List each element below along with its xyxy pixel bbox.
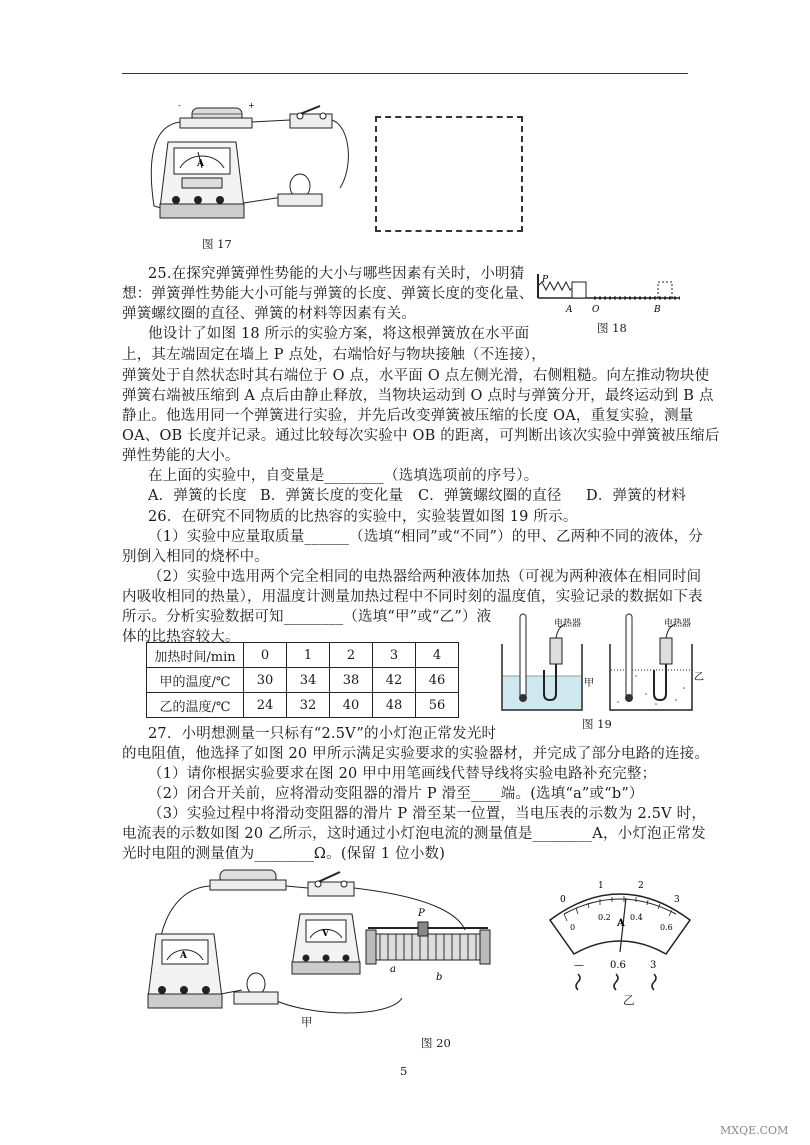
table-row [147,643,459,668]
q25-line: 上，其左端固定在墙上 P 点处，右端恰好与物块接触（不连接）， [122,347,546,363]
q26-line: 别倒入相同的烧杯中。 [122,549,269,565]
table-cell: 34 [287,668,330,693]
q25-line: 弹簧螺纹圈的直径、弹簧的材料等因素有关。 [122,306,416,322]
figure-20-caption: 图 20 [421,1036,451,1050]
dial-unit: A [617,918,625,929]
svg-text:+: + [248,101,255,110]
q26-line: 26．在研究不同物质的比热容的实验中，实验装置如图 19 所示。 [148,509,578,525]
q25-line: 弹簧处于自然状态时其右端位于 O 点，水平面 O 点左侧光滑，右侧粗糙。向左推动物块使 [122,368,710,384]
table-cell: 46 [416,668,459,693]
q26-line: 体的比热容较大。 [122,629,240,645]
table-cell: 加热时间/min [147,643,244,668]
q25-option-d[interactable]: D．弹簧的材料 [586,488,687,504]
figure-20-label-jia: 甲 [301,1015,313,1029]
dial-top-2: 2 [638,881,644,891]
dial-bottom-2: 0.4 [630,913,643,922]
table-cell: 24 [244,693,287,718]
table-row [147,668,459,693]
table-cell: 1 [287,643,330,668]
figure-19-caption: 图 19 [582,717,612,731]
table-cell: 42 [373,668,416,693]
watermark: MXQE.COM [720,1124,789,1137]
terminal-06: 0.6 [610,960,626,971]
fig19-heater-label-2: 电热器 [664,619,692,629]
table-cell: 2 [330,643,373,668]
fig20-label-b: b [436,972,443,983]
figure-18-spring-diagram [534,272,684,316]
q27-line: 的电阻值，他选择了如图 20 甲所示满足实验要求的实验器材，并完成了部分电路的连接。 [122,746,710,762]
figure-18-caption: 图 18 [597,321,627,335]
q25-option-c[interactable]: C．弹簧螺纹圈的直径 [418,488,562,504]
fig18-label-b: B [654,305,661,315]
q25-line: 弹簧右端被压缩到 A 点后由静止释放，当物块运动到 O 点时与弹簧分开，最终运动到 B 点 [122,388,714,404]
fig19-heater-label-1: 电热器 [554,619,582,629]
dial-bottom-3: 0.6 [660,923,673,932]
q25-option-a[interactable]: A．弹簧的长度 [148,488,247,504]
fig19-label-yi: 乙 [694,672,704,683]
table-cell: 48 [373,693,416,718]
table-row [147,693,459,718]
terminal-neg: — [574,960,584,971]
q25-line: 在上面的实验中，自变量是________（选填选项前的序号）。 [148,468,539,484]
terminal-3: 3 [650,960,657,971]
table-cell: 32 [287,693,330,718]
svg-text:A: A [180,951,187,961]
q26-data-table [146,642,459,718]
q25-line: 静止。他选用同一个弹簧进行实验，并先后改变弹簧被压缩的长度 OA，重复实验，测量 [122,408,694,424]
q25-line: 弹性势能的大小。 [122,448,240,464]
fig18-label-o: O [592,305,600,315]
table-cell: 38 [330,668,373,693]
dial-bottom-1: 0.2 [598,913,611,922]
table-cell: 40 [330,693,373,718]
q25-line: 25.在探究弹簧弹性势能的大小与哪些因素有关时，小明猜 [148,266,525,282]
table-cell: 56 [416,693,459,718]
table-cell: 甲的温度/℃ [147,668,244,693]
figure-17-circuit [140,96,370,236]
header-rule [122,73,688,74]
q27-line: 27．小明想测量一只标有“2.5V”的小灯泡正常发光时 [148,726,497,742]
dial-bottom-0: 0 [570,923,576,932]
svg-text:V: V [322,929,329,939]
q27-line: （2）闭合开关前，应将滑动变阻器的滑片 P 滑至____端。(选填“a”或“b”） [148,786,644,802]
fig18-label-p: P [542,275,549,285]
svg-text:A: A [197,159,204,169]
table-cell: 4 [416,643,459,668]
q26-line: （2）实验中选用两个完全相同的电热器给两种液体加热（可视为两种液体在相同时间 [148,569,702,585]
figure-19-beakers [496,604,712,716]
dial-top-3: 3 [674,895,680,905]
dial-top-1: 1 [598,881,604,891]
figure-20-ammeter-dial [540,868,700,1008]
dial-top-0: 0 [560,895,566,905]
fig20-label-p: P [418,908,425,919]
figure-17-caption: 图 17 [202,237,232,251]
page-number: 5 [400,1064,408,1078]
q27-line: 光时电阻的测量值为________Ω。(保留 1 位小数) [122,846,446,862]
svg-text:-: - [178,101,181,110]
q27-line: （3）实验过程中将滑动变阻器的滑片 P 滑至某一位置，当电压表的示数为 2.5V 时， [148,806,707,822]
q25-option-b[interactable]: B．弹簧长度的变化量 [260,488,404,504]
fig20-label-a: a [390,964,396,975]
q25-line: 他设计了如图 18 所示的实验方案，将这根弹簧放在水平面 [148,326,530,342]
figure-20-circuit [140,858,510,1024]
fig18-label-a: A [566,305,573,315]
table-cell: 30 [244,668,287,693]
q26-line: （1）实验中应量取质量______（选填“相同”或“不同”）的甲、乙两种不同的液体，分 [148,529,703,545]
fig19-label-jia: 甲 [584,678,594,689]
table-cell: 3 [373,643,416,668]
q25-line: OA、OB 长度并记录。通过比较每次实验中 OB 的距离，可判断出该次实验中弹簧被压缩后 [122,428,720,444]
q26-line: 内吸收相同的热量），用温度计测量加热过程中不同时刻的温度值，实验记录的数据如下表 [122,589,703,605]
table-cell: 0 [244,643,287,668]
figure-17-answer-box[interactable] [375,116,523,232]
q27-line: 电流表的示数如图 20 乙所示，这时通过小灯泡电流的测量值是________A，小灯泡正常发 [122,826,706,842]
q27-line: （1）请你根据实验要求在图 20 甲中用笔画线代替导线将实验电路补充完整； [148,766,657,782]
q25-line: 想：弹簧弹性势能大小可能与弹簧的长度、弹簧长度的变化量、 [122,286,534,302]
q26-line: 所示。分析实验数据可知________（选填“甲”或“乙”）液 [122,609,492,625]
figure-20-label-yi: 乙 [623,993,635,1007]
table-cell: 乙的温度/℃ [147,693,244,718]
